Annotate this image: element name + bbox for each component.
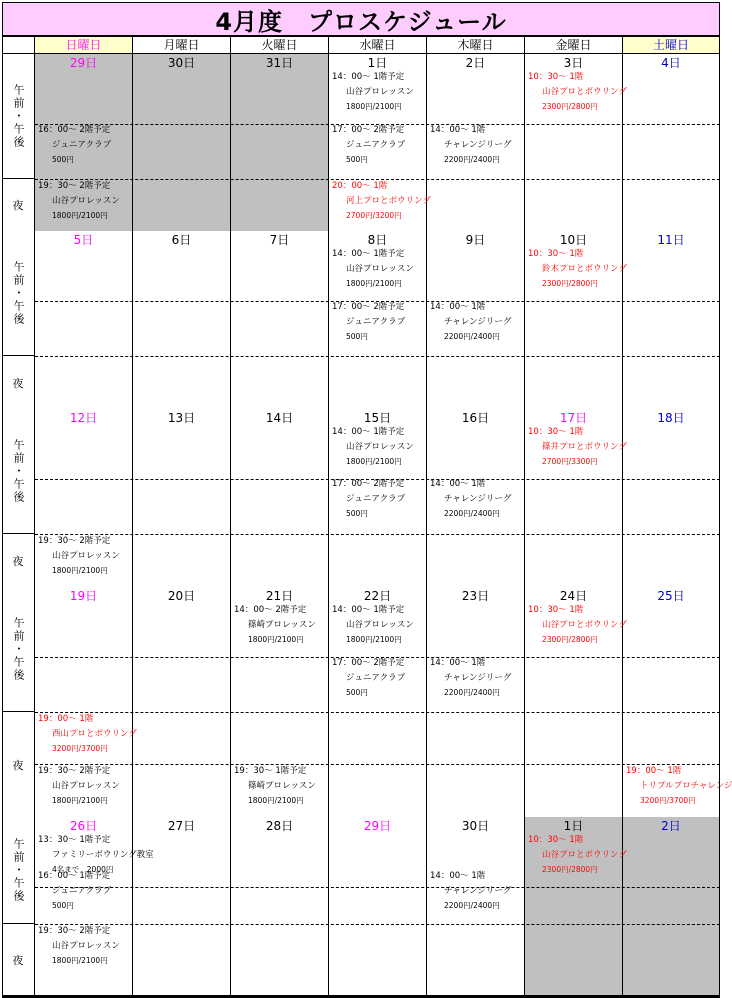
event-course: 篠崎プロレッスン (248, 780, 316, 791)
event-course: 山谷プロレッスン (346, 263, 414, 274)
day-number: 29日 (363, 819, 392, 833)
event-entry[interactable] (332, 73, 424, 111)
day-cell (35, 231, 133, 409)
event-course: 山谷プロとボウリング (542, 849, 627, 860)
event-course: 篠崎プロレッスン (248, 619, 316, 630)
period-label-night (2, 712, 35, 817)
event-time: 10：30～ 1階 (528, 249, 584, 259)
event-price: 1800円/2100円 (52, 565, 108, 575)
event-time: 10：30～ 1階 (528, 72, 584, 82)
day-number: 31日 (265, 56, 294, 70)
event-price: 500円 (346, 508, 368, 518)
event-price: 1800円/2100円 (52, 210, 108, 220)
period-label-night-text: 夜 (12, 376, 24, 390)
event-entry[interactable] (332, 659, 424, 697)
weekday-header: 火曜日 (231, 36, 329, 54)
day-cell (623, 231, 720, 409)
event-entry[interactable] (38, 767, 130, 805)
period-label-night-text: 夜 (12, 554, 24, 568)
event-time: 17：00～ 2階予定 (332, 479, 405, 489)
event-time: 19：00～ 1階 (626, 766, 682, 776)
event-price: 1800円/2100円 (346, 278, 402, 288)
day-cell (231, 817, 329, 996)
event-price: 500円 (346, 331, 368, 341)
period-label-night (2, 534, 35, 587)
event-time: 10：30～ 1階 (528, 835, 584, 845)
day-night-separator (35, 712, 720, 713)
event-course: ファミリーボウリング教室 (52, 849, 154, 860)
day-number: 7日 (269, 233, 290, 247)
day-number: 6日 (171, 233, 192, 247)
event-price: 2300円/2800円 (542, 634, 598, 644)
event-price: 500円 (52, 900, 74, 910)
event-time: 14：00～ 1階 (430, 125, 486, 135)
period-label-day (2, 587, 35, 712)
period-label-day-text: 午前・午後 (12, 83, 25, 149)
event-price: 2700円/3300円 (542, 456, 598, 466)
day-number: 1日 (367, 56, 388, 70)
event-price: 2200円/2400円 (444, 687, 500, 697)
event-price: 3200円/3700円 (640, 795, 696, 805)
day-cell (427, 587, 525, 817)
event-entry[interactable] (332, 606, 424, 644)
event-price: 1800円/2100円 (346, 456, 402, 466)
event-course: 山谷プロレッスン (52, 780, 120, 791)
event-course: トリプルプロチャレンジ (640, 780, 732, 791)
day-night-separator (35, 356, 720, 357)
event-course: 山谷プロレッスン (52, 940, 120, 951)
period-label-day-text: 午前・午後 (12, 616, 25, 682)
event-time: 19：30～ 2階予定 (38, 926, 111, 936)
event-price: 3200円/3700円 (52, 743, 108, 753)
event-price: 2200円/2400円 (444, 900, 500, 910)
header-corner (2, 36, 35, 54)
event-price: 2200円/2400円 (444, 331, 500, 341)
event-course: 山谷プロとボウリング (542, 619, 627, 630)
event-entry[interactable] (38, 835, 154, 874)
event-time: 14：00～ 1階予定 (332, 72, 405, 82)
event-entry[interactable] (234, 767, 326, 805)
day-cell (133, 54, 231, 231)
event-course: 山谷プロレッスン (346, 441, 414, 452)
weekday-header: 金曜日 (525, 36, 623, 54)
event-time: 14：00～ 1階予定 (332, 249, 405, 259)
event-price: 500円 (346, 154, 368, 164)
period-label-day-text: 午前・午後 (12, 837, 25, 903)
day-number: 10日 (559, 233, 588, 247)
event-price: 1800円/2100円 (346, 634, 402, 644)
period-label-night-text: 夜 (12, 758, 24, 772)
day-number: 4日 (661, 56, 681, 70)
day-number: 17日 (559, 411, 588, 425)
event-course: 山谷プロレッスン (52, 550, 120, 561)
event-time: 10：30～ 1階 (528, 605, 584, 615)
event-time: 10：30～ 1階 (528, 427, 584, 437)
day-cell (231, 409, 329, 587)
day-cell (623, 817, 720, 996)
day-cell (623, 409, 720, 587)
day-number: 23日 (461, 589, 490, 603)
event-course: 鈴木プロとボウリング (542, 263, 627, 274)
event-price: 1800円/2100円 (248, 795, 304, 805)
day-number: 25日 (657, 589, 685, 603)
day-number: 5日 (73, 233, 94, 247)
event-price: 1800円/2100円 (52, 955, 108, 965)
event-time: 14：00～ 1階 (430, 479, 486, 489)
day-number: 19日 (69, 589, 98, 603)
event-entry[interactable] (528, 249, 627, 288)
page-title: 4月度 プロスケジュール (2, 2, 720, 36)
event-course: 篠井プロとボウリング (542, 441, 627, 452)
event-entry[interactable] (430, 480, 522, 518)
day-number: 2日 (465, 56, 486, 70)
event-entry[interactable] (38, 714, 137, 753)
period-label-day (2, 231, 35, 356)
event-entry[interactable] (332, 250, 424, 288)
event-course: 河上プロとボウリング (346, 195, 431, 206)
event-time: 17：00～ 2階予定 (332, 125, 405, 135)
period-label-night (2, 356, 35, 409)
event-entry[interactable] (332, 480, 424, 518)
event-course: チャレンジリーグ (444, 139, 512, 150)
event-entry[interactable] (38, 927, 130, 965)
day-number: 12日 (69, 411, 98, 425)
period-label-night-text: 夜 (12, 199, 24, 212)
event-time: 19：30～ 2階予定 (38, 766, 111, 776)
period-label-night (2, 924, 35, 996)
event-entry[interactable] (528, 835, 627, 874)
day-number: 16日 (461, 411, 490, 425)
event-course: チャレンジリーグ (444, 885, 512, 896)
event-entry[interactable] (626, 766, 732, 805)
day-night-separator (35, 179, 720, 180)
day-number: 11日 (657, 233, 685, 247)
event-entry[interactable] (234, 606, 326, 644)
event-price: 2300円/2800円 (542, 101, 598, 111)
event-time: 19：00～ 1階 (38, 714, 94, 724)
night-separator (35, 764, 720, 765)
day-cell (231, 54, 329, 231)
event-entry[interactable] (528, 72, 627, 111)
day-number: 3日 (563, 56, 584, 70)
day-number: 28日 (265, 819, 294, 833)
event-entry[interactable] (38, 872, 130, 910)
day-number: 13日 (167, 411, 196, 425)
period-label-day (2, 54, 35, 179)
event-time: 14：00～ 1階予定 (332, 605, 405, 615)
event-entry[interactable] (528, 605, 627, 644)
day-number: 24日 (559, 589, 588, 603)
day-number: 30日 (167, 56, 196, 70)
event-entry[interactable] (332, 126, 424, 164)
event-time: 14：00～ 1階 (430, 302, 486, 312)
day-number: 26日 (69, 819, 98, 833)
day-number: 9日 (465, 233, 486, 247)
event-time: 13：30～ 1階予定 (38, 835, 111, 845)
event-time: 14：00～ 2階予定 (234, 605, 307, 615)
weekday-header: 水曜日 (329, 36, 427, 54)
day-cell (133, 587, 231, 817)
day-number: 21日 (265, 589, 294, 603)
period-label-day (2, 409, 35, 534)
event-time: 16：00～ 1階予定 (38, 871, 111, 881)
event-course: チャレンジリーグ (444, 672, 512, 683)
day-number: 1日 (563, 819, 584, 833)
event-time: 16：00～ 2階予定 (38, 125, 111, 135)
event-price: 500円 (52, 154, 74, 164)
event-course: 山谷プロレッスン (52, 195, 120, 206)
am-pm-separator (35, 887, 720, 888)
event-entry[interactable] (38, 182, 130, 220)
event-price: 1800円/2100円 (248, 634, 304, 644)
event-entry[interactable] (528, 427, 627, 466)
event-time: 14：00～ 1階予定 (332, 427, 405, 437)
day-cell (133, 817, 231, 996)
event-entry[interactable] (430, 126, 522, 164)
event-course: 山谷プロレッスン (346, 86, 414, 97)
day-night-separator (35, 534, 720, 535)
event-price: 2300円/2800円 (542, 864, 598, 874)
day-cell (133, 409, 231, 587)
period-label-night (2, 179, 35, 231)
weekday-header: 月曜日 (133, 36, 231, 54)
event-time: 19：30～ 1階予定 (234, 766, 307, 776)
event-course: ジュニアクラブ (52, 885, 112, 896)
event-price: 500円 (346, 687, 368, 697)
event-course: 西山プロとボウリング (52, 728, 137, 739)
weekday-header: 土曜日 (623, 36, 720, 54)
day-number: 18日 (657, 411, 685, 425)
event-price: 1800円/2100円 (52, 795, 108, 805)
event-entry[interactable] (38, 126, 130, 164)
day-night-separator (35, 924, 720, 925)
day-number: 29日 (69, 56, 98, 70)
day-cell (623, 54, 720, 231)
day-number: 27日 (167, 819, 196, 833)
event-course: 山谷プロとボウリング (542, 86, 627, 97)
event-course: チャレンジリーグ (444, 316, 512, 327)
event-entry[interactable] (332, 303, 424, 341)
event-entry[interactable] (430, 659, 522, 697)
event-course: 山谷プロレッスン (346, 619, 414, 630)
day-cell (231, 231, 329, 409)
day-cell (133, 231, 231, 409)
event-course: ジュニアクラブ (346, 493, 406, 504)
day-number: 2日 (661, 819, 681, 833)
event-course: ジュニアクラブ (52, 139, 112, 150)
event-entry[interactable] (38, 537, 130, 575)
day-number: 30日 (461, 819, 490, 833)
weekday-header: 木曜日 (427, 36, 525, 54)
day-number: 22日 (363, 589, 392, 603)
period-label-day-text: 午前・午後 (12, 438, 25, 504)
period-label-day (2, 817, 35, 924)
event-entry[interactable] (430, 303, 522, 341)
event-price: 2300円/2800円 (542, 278, 598, 288)
event-course: ジュニアクラブ (346, 316, 406, 327)
event-time: 17：00～ 2階予定 (332, 302, 405, 312)
event-time: 14：00～ 1階 (430, 658, 486, 668)
day-number: 20日 (167, 589, 196, 603)
day-number: 8日 (367, 233, 388, 247)
event-price: 2200円/2400円 (444, 154, 500, 164)
event-entry[interactable] (332, 428, 424, 466)
day-number: 14日 (265, 411, 294, 425)
event-course: チャレンジリーグ (444, 493, 512, 504)
event-course: ジュニアクラブ (346, 672, 406, 683)
event-time: 19：30～ 2階予定 (38, 536, 111, 546)
period-label-day-text: 午前・午後 (12, 260, 25, 326)
event-price: 1800円/2100円 (346, 101, 402, 111)
event-time: 20：00～ 1階 (332, 181, 388, 191)
event-entry[interactable] (332, 181, 431, 220)
event-price: 4名まで 2000円 (52, 864, 114, 874)
event-price: 2700円/3200円 (346, 210, 402, 220)
day-cell (329, 817, 427, 996)
event-time: 14：00～ 1階 (430, 871, 486, 881)
event-time: 17：00～ 2階予定 (332, 658, 405, 668)
event-course: ジュニアクラブ (346, 139, 406, 150)
event-time: 19：30～ 2階予定 (38, 181, 111, 191)
event-price: 2200円/2400円 (444, 508, 500, 518)
day-number: 15日 (363, 411, 392, 425)
event-entry[interactable] (430, 872, 522, 910)
weekday-header: 日曜日 (35, 36, 133, 54)
period-label-night-text: 夜 (12, 954, 24, 967)
